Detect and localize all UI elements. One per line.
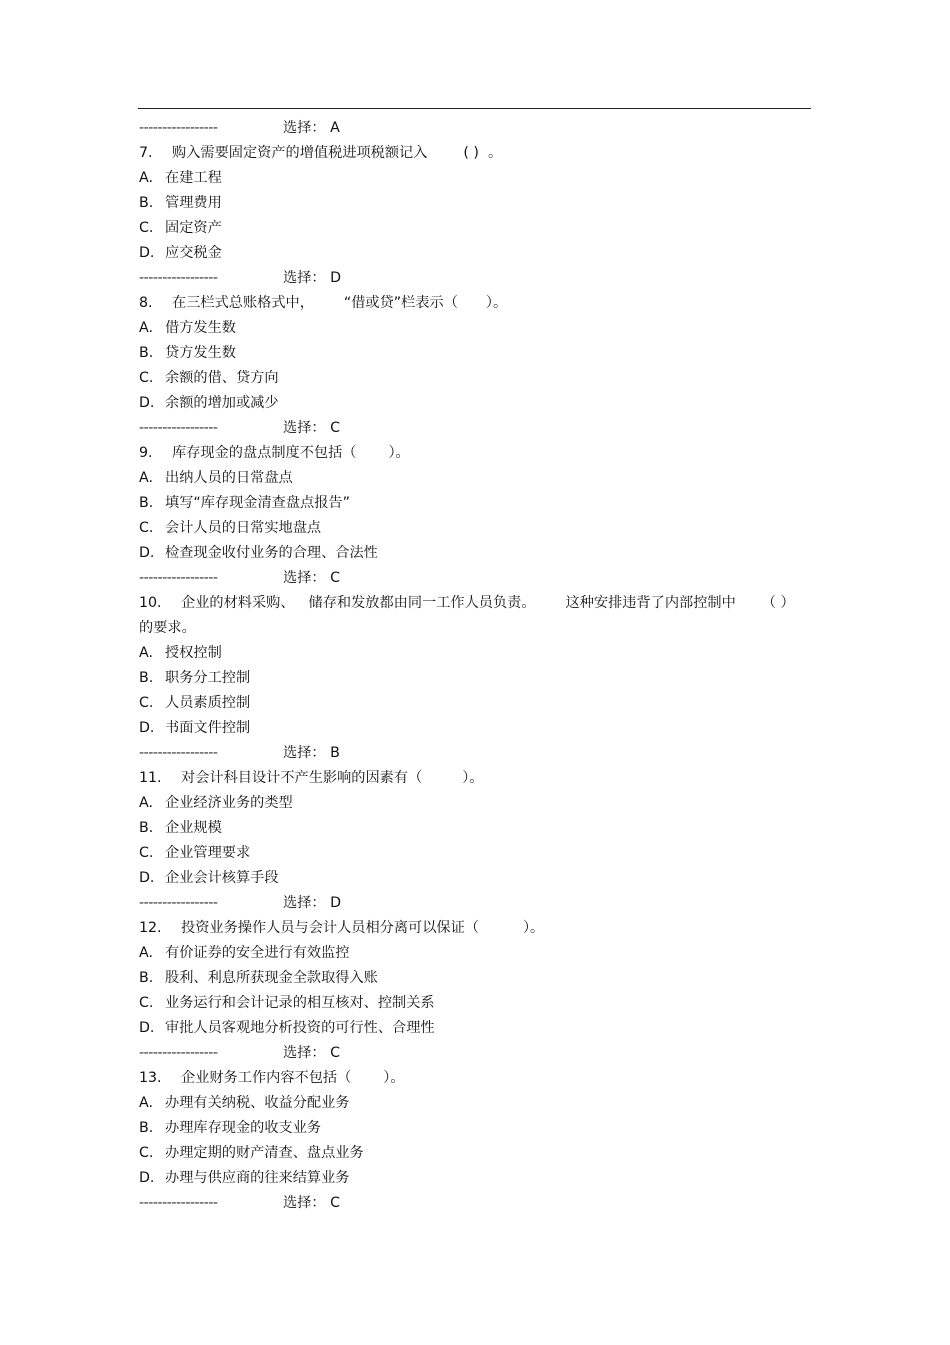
option-text: 固定资产: [165, 220, 222, 236]
option-line: [139, 866, 811, 891]
question-number: 7.: [139, 145, 153, 161]
option-line: [139, 666, 811, 691]
question-number: 10.: [139, 595, 162, 611]
option-letter: B.: [139, 970, 154, 986]
answer-label: 选择：: [283, 120, 326, 136]
option-text: 企业管理要求: [165, 845, 251, 861]
option-letter: A.: [139, 795, 153, 811]
answer-line: [139, 741, 811, 766]
option-letter: A.: [139, 320, 153, 336]
question-stem: [139, 916, 811, 941]
option-letter: D.: [139, 245, 155, 261]
separator: -----------------: [139, 1195, 218, 1211]
option-text: 在建工程: [165, 170, 222, 186]
option-line: [139, 1016, 811, 1041]
option-text: 管理费用: [165, 195, 222, 211]
option-letter: D.: [139, 545, 155, 561]
option-letter: A.: [139, 1095, 153, 1111]
question-tail: 。: [488, 145, 503, 161]
question-blank: “借或贷”栏表示（: [343, 295, 458, 311]
option-text: 业务运行和会计记录的相互核对、控制关系: [165, 995, 435, 1011]
option-text: 企业会计核算手段: [165, 870, 279, 886]
question-tail: ）。: [462, 770, 484, 786]
question-text: 购入需要固定资产的增值税进项税额记入: [172, 145, 428, 161]
question-stem: [139, 591, 811, 616]
option-letter: A.: [139, 645, 153, 661]
option-line: [139, 391, 811, 416]
answer-value: C: [330, 1195, 341, 1211]
separator: -----------------: [139, 1045, 218, 1061]
answer-value: A: [330, 120, 340, 136]
option-line: [139, 366, 811, 391]
question-text-cont: 这种安排违背了内部控制中: [565, 595, 736, 611]
option-line: [139, 1116, 811, 1141]
option-line: [139, 691, 811, 716]
answer-value: D: [330, 895, 342, 911]
answer-line: [139, 566, 811, 591]
option-line: [139, 941, 811, 966]
option-line: [139, 791, 811, 816]
option-line: [139, 491, 811, 516]
option-letter: C.: [139, 695, 154, 711]
option-letter: C.: [139, 845, 154, 861]
option-line: [139, 466, 811, 491]
option-line: [139, 341, 811, 366]
option-line: [139, 516, 811, 541]
option-text: 书面文件控制: [165, 720, 251, 736]
option-text: 检查现金收付业务的合理、合法性: [165, 545, 378, 561]
option-text: 职务分工控制: [165, 670, 251, 686]
answer-label: 选择：: [283, 570, 326, 586]
option-text: 应交税金: [165, 245, 222, 261]
question-number: 13.: [139, 1070, 162, 1086]
option-line: [139, 1141, 811, 1166]
option-text: 填写“库存现金清查盘点报告”: [165, 495, 350, 511]
option-line: [139, 716, 811, 741]
question-stem: [139, 291, 811, 316]
answer-value: C: [330, 1045, 341, 1061]
question-text: 库存现金的盘点制度不包括（: [172, 445, 357, 461]
option-text: 余额的增加或减少: [165, 395, 279, 411]
question-text: 对会计科目设计不产生影响的因素有（: [181, 770, 423, 786]
option-text: 办理定期的财产清查、盘点业务: [165, 1145, 364, 1161]
option-letter: B.: [139, 670, 154, 686]
option-letter: B.: [139, 1120, 154, 1136]
answer-value: B: [330, 745, 340, 761]
question-text: 投资业务操作人员与会计人员相分离可以保证（: [181, 920, 479, 936]
answer-line: [139, 891, 811, 916]
option-text: 企业经济业务的类型: [165, 795, 293, 811]
question-tail: ）。: [522, 920, 545, 936]
question-tail: ）。: [388, 445, 410, 461]
answer-line: [139, 116, 811, 141]
option-text: 办理与供应商的往来结算业务: [165, 1170, 350, 1186]
option-letter: C.: [139, 220, 154, 236]
question-stem-continuation: [139, 616, 811, 641]
question-stem: [139, 141, 811, 166]
option-text: 借方发生数: [165, 320, 236, 336]
option-letter: D.: [139, 395, 155, 411]
option-text: 有价证券的安全进行有效监控: [165, 945, 350, 961]
option-line: [139, 166, 811, 191]
answer-label: 选择：: [283, 745, 326, 761]
option-line: [139, 1166, 811, 1191]
option-line: [139, 641, 811, 666]
answer-label: 选择：: [283, 420, 326, 436]
option-text: 余额的借、贷方向: [165, 370, 279, 386]
answer-label: 选择：: [283, 1045, 326, 1061]
question-text: 企业财务工作内容不包括（: [181, 1070, 352, 1086]
option-letter: C.: [139, 1145, 154, 1161]
answer-line: [139, 1041, 811, 1066]
option-line: [139, 316, 811, 341]
question-blank: ( ): [463, 145, 479, 161]
option-text: 贷方发生数: [165, 345, 236, 361]
question-blank: （ ）: [761, 595, 795, 611]
answer-line: [139, 416, 811, 441]
question-text: 企业的材料采购、: [181, 595, 295, 611]
option-line: [139, 991, 811, 1016]
option-letter: C.: [139, 995, 154, 1011]
option-letter: D.: [139, 720, 155, 736]
answer-value: C: [330, 570, 341, 586]
answer-line: [139, 266, 811, 291]
option-letter: C.: [139, 370, 154, 386]
separator: -----------------: [139, 745, 218, 761]
question-stem: [139, 441, 811, 466]
option-line: [139, 966, 811, 991]
question-number: 9.: [139, 445, 153, 461]
option-letter: A.: [139, 170, 153, 186]
separator: -----------------: [139, 895, 218, 911]
separator: -----------------: [139, 420, 218, 436]
document-body: [139, 116, 811, 1216]
option-letter: B.: [139, 345, 154, 361]
answer-line: [139, 1191, 811, 1216]
separator: -----------------: [139, 270, 218, 286]
separator: -----------------: [139, 120, 218, 136]
option-line: [139, 1091, 811, 1116]
question-stem: [139, 1066, 811, 1091]
question-number: 8.: [139, 295, 153, 311]
option-text: 股利、利息所获现金全款取得入账: [165, 970, 378, 986]
answer-value: D: [330, 270, 342, 286]
option-text: 人员素质控制: [165, 695, 251, 711]
option-line: [139, 841, 811, 866]
separator: -----------------: [139, 570, 218, 586]
option-letter: A.: [139, 470, 153, 486]
question-text: 在三栏式总账格式中，: [172, 295, 314, 311]
option-letter: D.: [139, 870, 155, 886]
option-text: 会计人员的日常实地盘点: [165, 520, 322, 536]
answer-label: 选择：: [283, 1195, 326, 1211]
option-line: [139, 816, 811, 841]
header-rule: [138, 108, 811, 109]
option-letter: C.: [139, 520, 154, 536]
option-text: 出纳人员的日常盘点: [165, 470, 293, 486]
option-text: 授权控制: [165, 645, 222, 661]
option-letter: D.: [139, 1020, 155, 1036]
question-tail: ）。: [383, 1070, 405, 1086]
option-line: [139, 541, 811, 566]
option-text: 审批人员客观地分析投资的可行性、合理性: [165, 1020, 435, 1036]
option-line: [139, 241, 811, 266]
question-number: 12.: [139, 920, 162, 936]
option-letter: B.: [139, 495, 154, 511]
question-text-cont: 的要求。: [139, 620, 196, 636]
question-text-cont: 储存和发放都由同一工作人员负责。: [308, 595, 536, 611]
option-line: [139, 216, 811, 241]
option-letter: D.: [139, 1170, 155, 1186]
option-letter: B.: [139, 195, 154, 211]
question-tail: ）。: [485, 295, 508, 311]
option-line: [139, 191, 811, 216]
option-letter: B.: [139, 820, 154, 836]
answer-value: C: [330, 420, 341, 436]
question-number: 11.: [139, 770, 162, 786]
option-text: 办理有关纳税、收益分配业务: [165, 1095, 350, 1111]
answer-label: 选择：: [283, 270, 326, 286]
option-text: 办理库存现金的收支业务: [165, 1120, 322, 1136]
question-stem: [139, 766, 811, 791]
answer-label: 选择：: [283, 895, 326, 911]
option-text: 企业规模: [165, 820, 222, 836]
option-letter: A.: [139, 945, 153, 961]
